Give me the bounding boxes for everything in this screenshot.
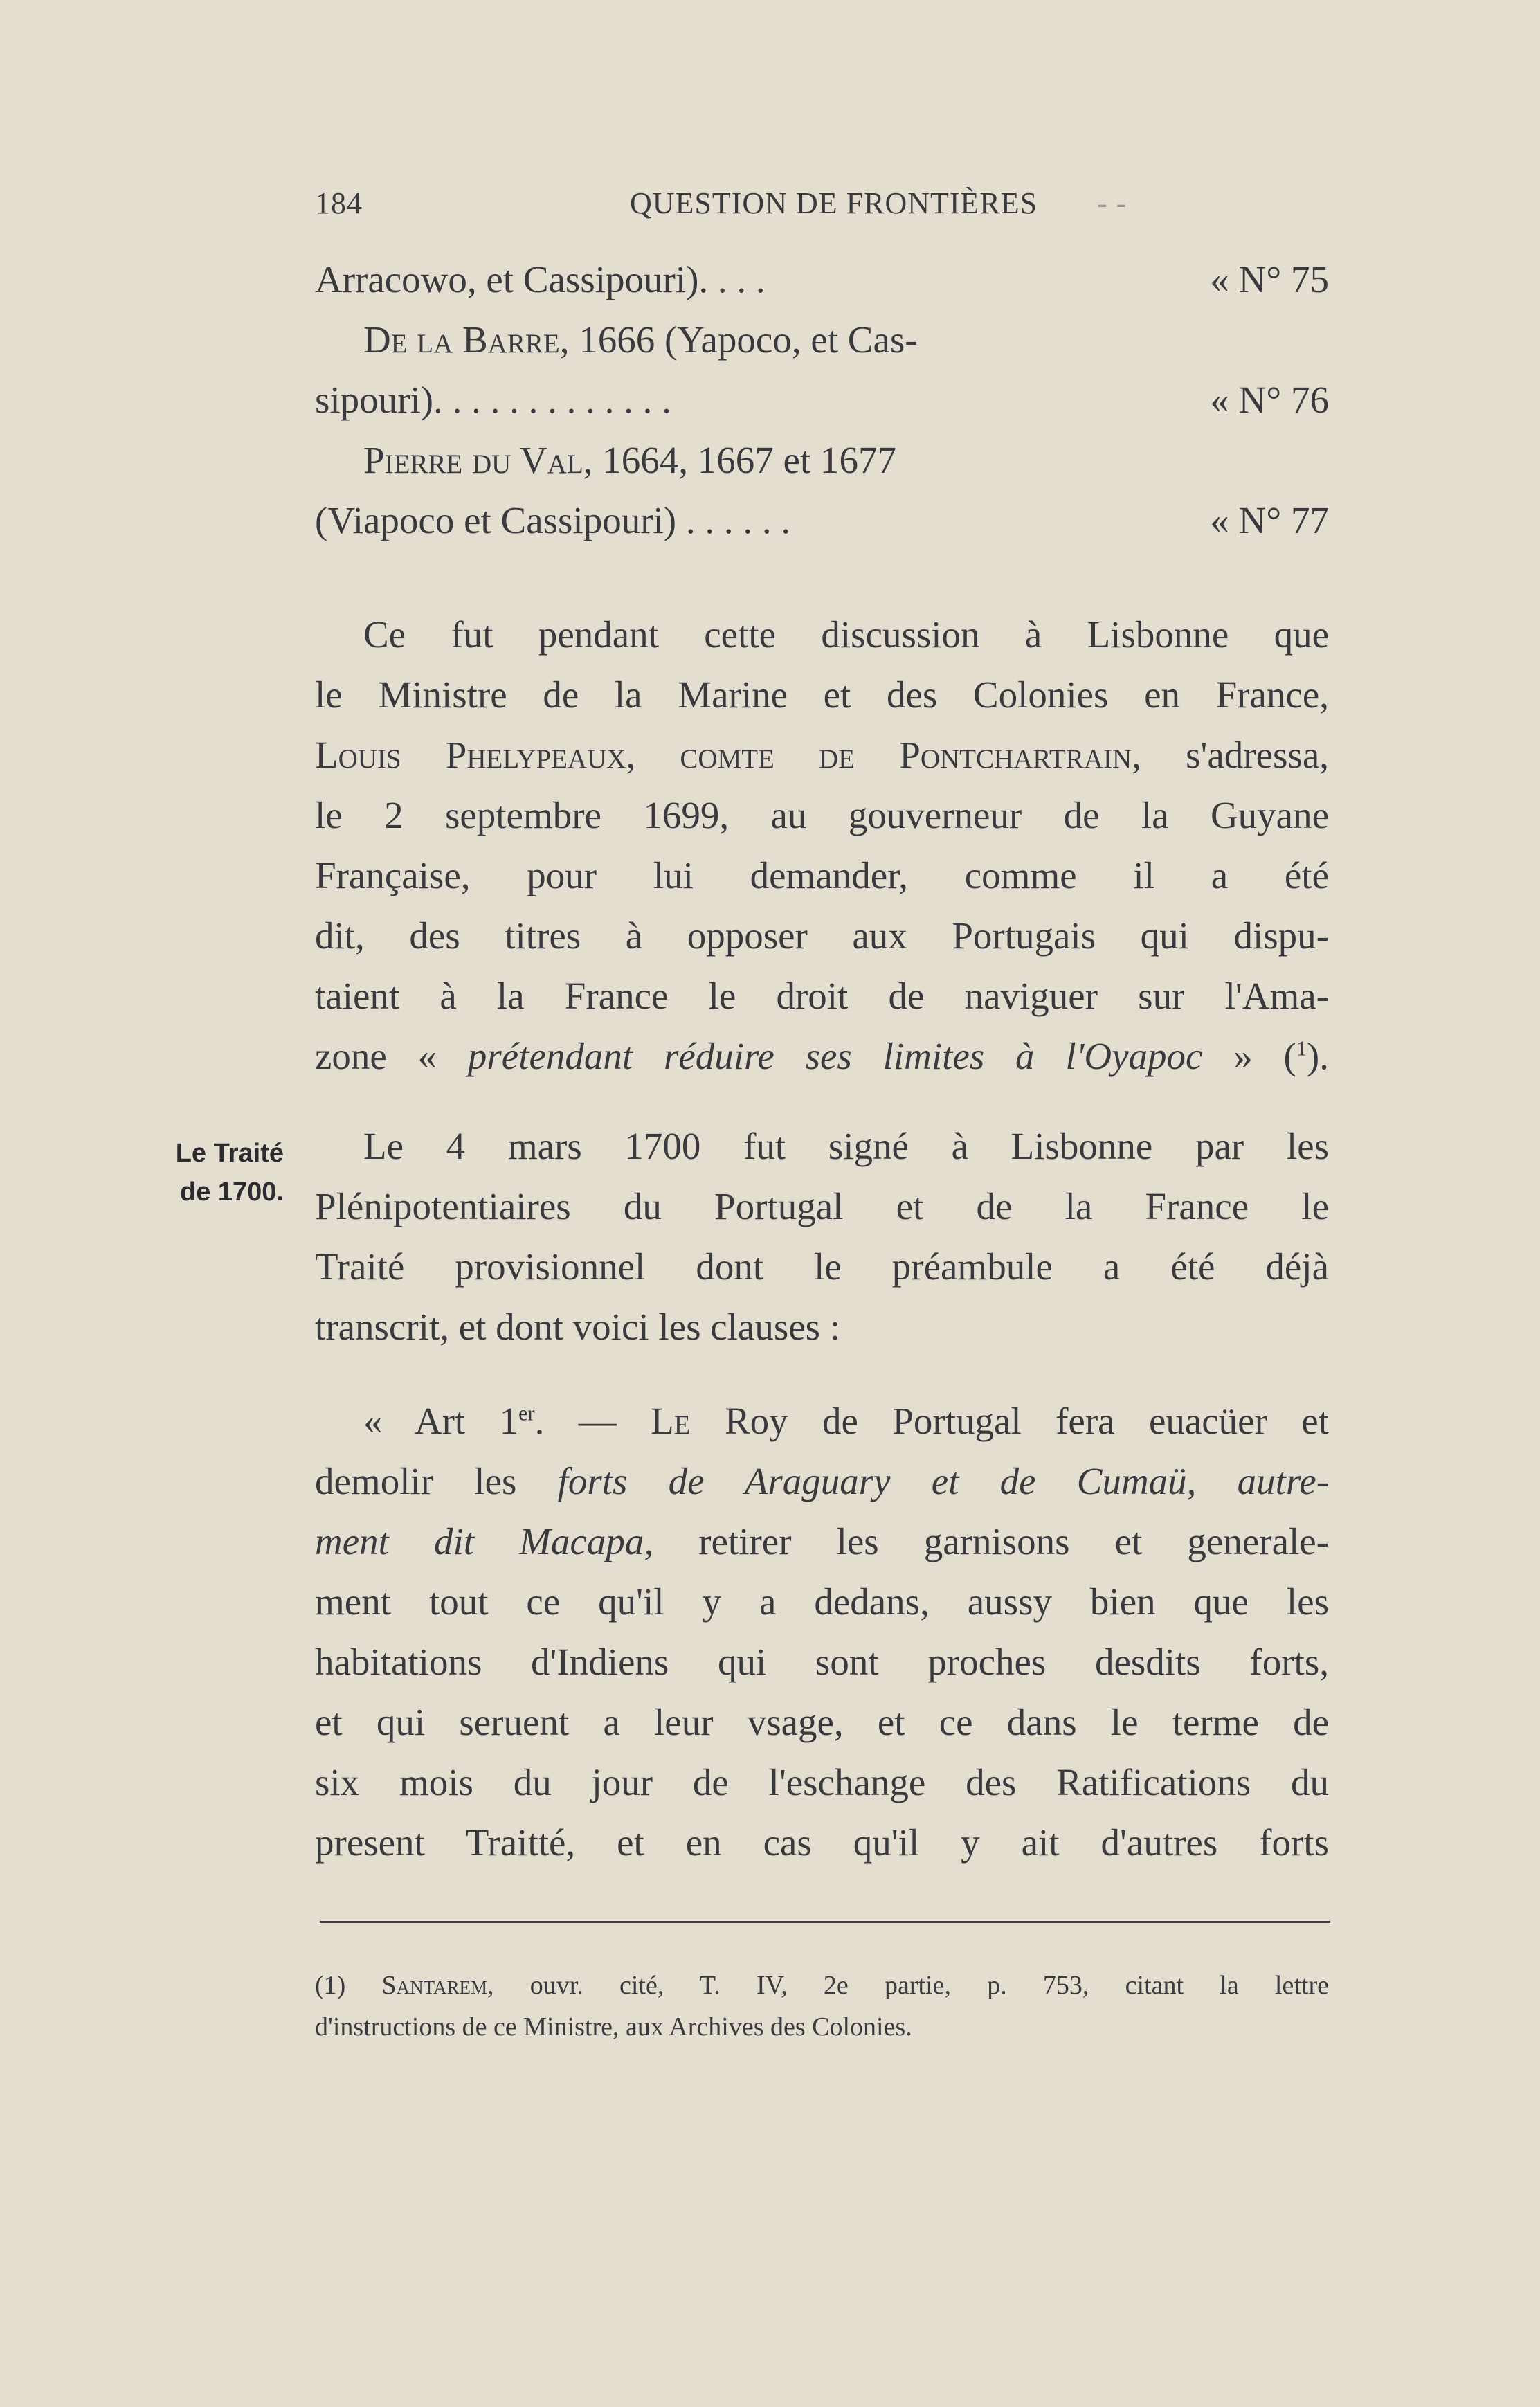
header-mark: - - [1097,186,1127,220]
paragraph-line: dit, des titres à opposer aux Portugais qui dispu- [315,914,1329,957]
author-name: Pierre du Val, [363,439,593,481]
toc-ref: « N° 77 [1210,499,1329,541]
quotation: prétendant réduire ses limites à l'Oyapoc [467,1035,1203,1077]
paragraph-line: ment dit Macapa, retirer les garnisons et generale- [315,1520,1329,1562]
paragraph-line: six mois du jour de l'eschange des Ratifications du [315,1761,1329,1803]
place-names: ment dit Macapa, [315,1520,654,1562]
marginal-note: Le Traité de 1700. [175,1139,284,1207]
toc-entry-75: Arracowo, et Cassipouri). . . . « N° 75 [315,252,1329,307]
paragraph-line: Le 4 mars 1700 fut signé à Lisbonne par les [363,1125,1329,1167]
author-name: Santarem, [381,1971,494,2000]
running-title: QUESTION DE FRONTIÈRES [630,186,1038,220]
paragraph-line: Louis Phelypeaux, comte de Pontchartrain, s'adressa, [315,734,1329,776]
paragraph-line: demolir les forts de Araguary et de Cumaü, autre- [315,1460,1330,1502]
paragraph-line: Traité provisionnel dont le préambule a été déjà [315,1245,1329,1288]
footnote-line: d'instructions de ce Ministre, aux Archives des Colonies. [315,2012,912,2041]
toc-entry-77-line1: Pierre du Val, 1664, 1667 et 1677 [363,439,896,481]
running-header [315,186,1332,227]
paragraph-line: Ce fut pendant cette discussion à Lisbonne que [363,613,1329,656]
paragraph-line: transcrit, et dont voici les clauses : [315,1306,841,1348]
footnote-line: (1) Santarem, ouvr. cité, T. IV, 2e partie, p. 753, citant la lettre [315,1971,1329,2000]
paragraph-line: le Ministre de la Marine et des Colonies en France, [315,674,1329,716]
toc-entry-77-line2: (Viapoco et Cassipouri) . . . . . . « N° 77 [315,493,1329,548]
paragraph-line: ment tout ce qu'il y a dedans, aussy bien que les [315,1580,1329,1623]
paragraph-line: habitations d'Indiens qui sont proches desdits forts, [315,1641,1329,1683]
place-names: forts de Araguary et de Cumaü, autre- [557,1460,1330,1502]
paragraph-line: Plénipotentiaires du Portugal et de la France le [315,1185,1329,1227]
paragraph-line: Française, pour lui demander, comme il a été [315,854,1329,896]
toc-entry-76-line2: sipouri). . . . . . . . . . . . . « N° 76 [315,372,1329,428]
footnote-rule [320,1921,1330,1923]
footnote-ref: 1 [1296,1036,1307,1061]
paragraph-line: « Art 1er. — Le Roy de Portugal fera euacüer et [363,1400,1330,1442]
toc-entry-76-line1: De la Barre, 1666 (Yapoco, et Cas- [363,318,918,361]
person-name: Louis Phelypeaux, comte de Pontchartrain, [315,734,1141,776]
paragraph-line: taient à la France le droit de naviguer sur l'Ama- [315,975,1329,1017]
author-name: De la Barre, [363,318,570,361]
paragraph-line: zone « prétendant réduire ses limites à l'Oyapoc » ($^1$). [315,1035,1329,1077]
toc-ref: « N° 75 [1210,258,1329,300]
paragraph-line: present Traitté, et en cas qu'il y ait d'autres forts [315,1821,1329,1864]
paragraph-line: le 2 septembre 1699, au gouverneur de la Guyane [315,794,1329,836]
paragraph-line: et qui seruent a leur vsage, et ce dans le terme de [315,1701,1329,1743]
page-number: 184 [315,186,363,220]
toc-ref: « N° 76 [1210,379,1329,421]
